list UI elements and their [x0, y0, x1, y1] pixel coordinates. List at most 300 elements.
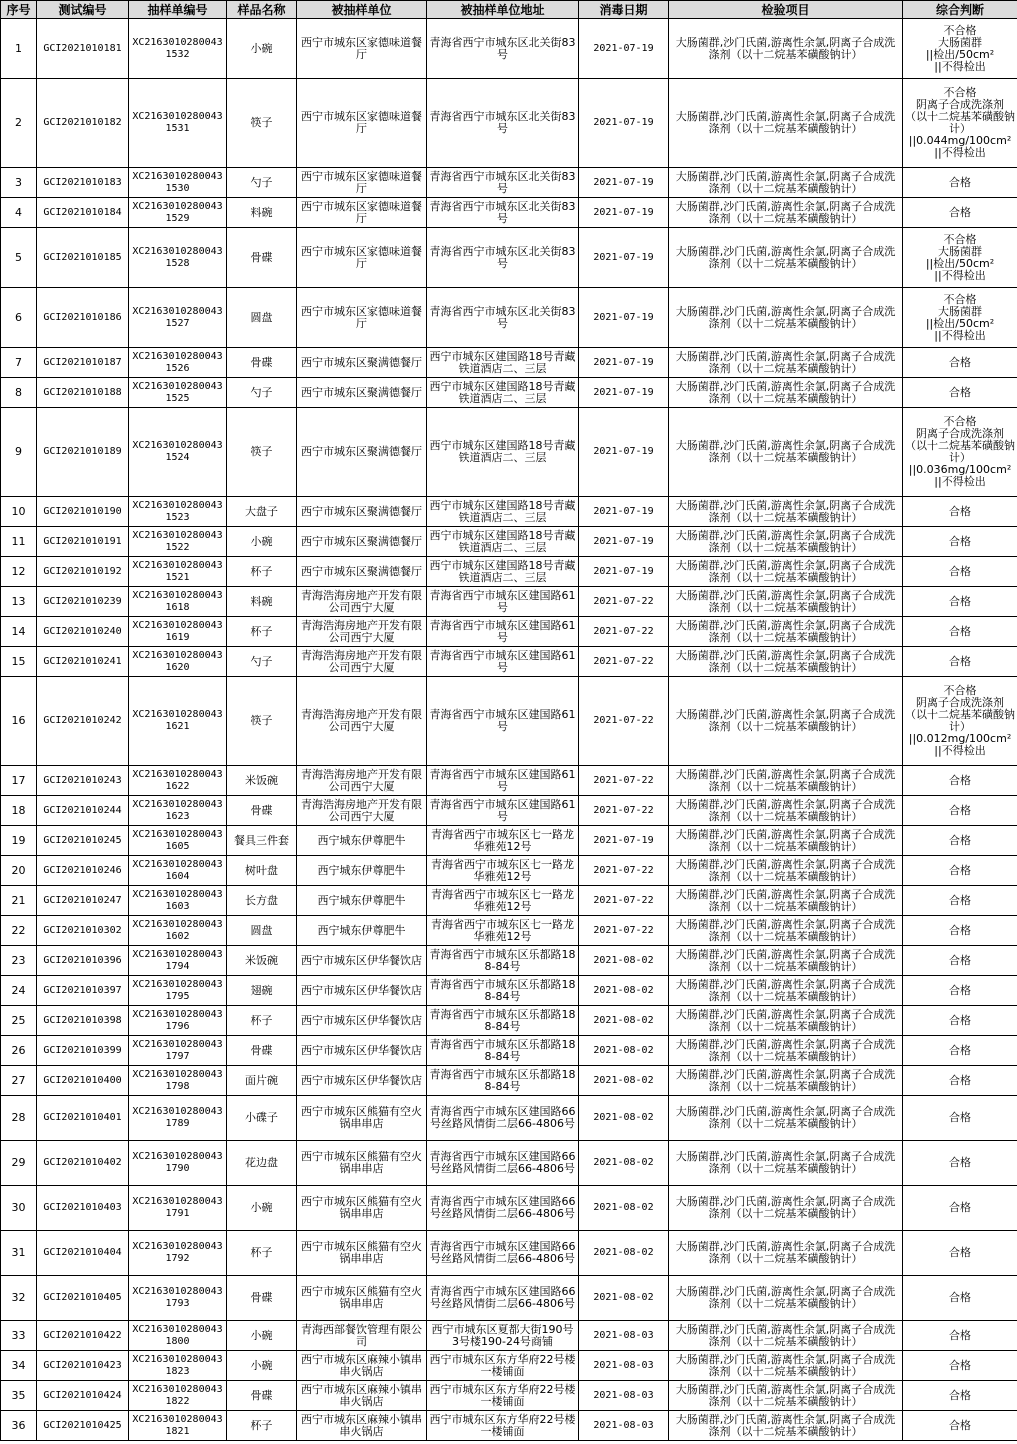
- cell-address: 青海省西宁市城东区建国路61号: [427, 647, 579, 677]
- cell-items: 大肠菌群,沙门氏菌,游离性余氯,阴离子合成洗涤剂（以十二烷基苯磺酸钠计）: [669, 497, 903, 527]
- cell-date: 2021-08-03: [579, 1411, 669, 1441]
- table-row: [1, 19, 1017, 79]
- cell-result: 合格: [903, 587, 1017, 617]
- cell-address: 青海省西宁市城东区建国路61号: [427, 677, 579, 766]
- cell-address: 西宁市城东区建国路18号青藏铁道酒店二、三层: [427, 348, 579, 378]
- table-row: [1, 1141, 1017, 1186]
- cell-address: 青海省西宁市城东区七一路龙华雅苑12号: [427, 856, 579, 886]
- cell-no: 1: [1, 19, 37, 79]
- cell-sample-id: XC21630102800431620: [129, 647, 227, 677]
- cell-no: 29: [1, 1141, 37, 1186]
- table-row: [1, 1411, 1017, 1441]
- cell-unit: 西宁市城东区麻辣小镇串串火锅店: [297, 1351, 427, 1381]
- cell-no: 8: [1, 378, 37, 408]
- cell-sample-name: 骨碟: [227, 1381, 297, 1411]
- cell-items: 大肠菌群,沙门氏菌,游离性余氯,阴离子合成洗涤剂（以十二烷基苯磺酸钠计）: [669, 647, 903, 677]
- cell-result: 不合格 大肠菌群 ||检出/50cm² ||不得检出: [903, 288, 1017, 348]
- cell-address: 西宁市城东区建国路18号青藏铁道酒店二、三层: [427, 408, 579, 497]
- cell-items: 大肠菌群,沙门氏菌,游离性余氯,阴离子合成洗涤剂（以十二烷基苯磺酸钠计）: [669, 1381, 903, 1411]
- header-sample-id: 抽样单编号: [129, 1, 227, 19]
- cell-result: 合格: [903, 1036, 1017, 1066]
- cell-sample-name: 面片碗: [227, 1066, 297, 1096]
- cell-date: 2021-07-22: [579, 886, 669, 916]
- cell-sample-name: 筷子: [227, 408, 297, 497]
- cell-sample-name: 米饭碗: [227, 946, 297, 976]
- cell-result: 合格: [903, 1321, 1017, 1351]
- cell-address: 西宁市城东区东方华府22号楼一楼铺面: [427, 1381, 579, 1411]
- cell-unit: 西宁市城东区伊华餐饮店: [297, 1036, 427, 1066]
- cell-date: 2021-07-19: [579, 288, 669, 348]
- cell-date: 2021-08-02: [579, 1231, 669, 1276]
- cell-sample-name: 杯子: [227, 1231, 297, 1276]
- cell-sample-name: 骨碟: [227, 348, 297, 378]
- table-row: [1, 826, 1017, 856]
- cell-unit: 西宁市城东区聚满德餐厅: [297, 348, 427, 378]
- cell-date: 2021-07-19: [579, 228, 669, 288]
- cell-test-id: GCI2021010183: [37, 168, 129, 198]
- cell-sample-name: 勺子: [227, 647, 297, 677]
- cell-sample-name: 料碗: [227, 587, 297, 617]
- table-row: [1, 1096, 1017, 1141]
- cell-address: 青海省西宁市城东区北关街83号: [427, 198, 579, 228]
- cell-address: 青海省西宁市城东区乐都路188-84号: [427, 946, 579, 976]
- cell-unit: 西宁城东伊尊肥牛: [297, 916, 427, 946]
- cell-address: 西宁市城东区建国路18号青藏铁道酒店二、三层: [427, 378, 579, 408]
- cell-no: 4: [1, 198, 37, 228]
- cell-sample-name: 圆盘: [227, 288, 297, 348]
- table-row: [1, 168, 1017, 198]
- cell-sample-name: 小碗: [227, 527, 297, 557]
- cell-unit: 西宁市城东区家德味道餐厅: [297, 19, 427, 79]
- table-row: [1, 886, 1017, 916]
- cell-sample-name: 大盘子: [227, 497, 297, 527]
- cell-sample-name: 圆盘: [227, 916, 297, 946]
- table-row: [1, 198, 1017, 228]
- cell-no: 17: [1, 766, 37, 796]
- cell-no: 10: [1, 497, 37, 527]
- cell-test-id: GCI2021010189: [37, 408, 129, 497]
- cell-result: 合格: [903, 557, 1017, 587]
- cell-no: 11: [1, 527, 37, 557]
- cell-items: 大肠菌群,沙门氏菌,游离性余氯,阴离子合成洗涤剂（以十二烷基苯磺酸钠计）: [669, 1321, 903, 1351]
- cell-unit: 西宁市城东区家德味道餐厅: [297, 228, 427, 288]
- cell-no: 12: [1, 557, 37, 587]
- cell-sample-id: XC21630102800431823: [129, 1351, 227, 1381]
- cell-unit: 西宁市城东区熊猫有空火锅串串店: [297, 1096, 427, 1141]
- table-row: [1, 916, 1017, 946]
- cell-sample-id: XC21630102800431602: [129, 916, 227, 946]
- cell-date: 2021-08-03: [579, 1381, 669, 1411]
- cell-sample-id: XC21630102800431623: [129, 796, 227, 826]
- cell-test-id: GCI2021010246: [37, 856, 129, 886]
- cell-unit: 青海浩海房地产开发有限公司西宁大厦: [297, 647, 427, 677]
- cell-address: 青海省西宁市城东区乐都路188-84号: [427, 1066, 579, 1096]
- cell-date: 2021-07-19: [579, 79, 669, 168]
- cell-test-id: GCI2021010242: [37, 677, 129, 766]
- cell-unit: 西宁市城东区麻辣小镇串串火锅店: [297, 1411, 427, 1441]
- cell-items: 大肠菌群,沙门氏菌,游离性余氯,阴离子合成洗涤剂（以十二烷基苯磺酸钠计）: [669, 946, 903, 976]
- cell-date: 2021-08-02: [579, 1096, 669, 1141]
- cell-items: 大肠菌群,沙门氏菌,游离性余氯,阴离子合成洗涤剂（以十二烷基苯磺酸钠计）: [669, 1141, 903, 1186]
- cell-sample-id: XC21630102800431521: [129, 557, 227, 587]
- cell-sample-name: 餐具三件套: [227, 826, 297, 856]
- cell-address: 青海省西宁市城东区乐都路188-84号: [427, 976, 579, 1006]
- cell-date: 2021-08-03: [579, 1321, 669, 1351]
- cell-sample-id: XC21630102800431796: [129, 1006, 227, 1036]
- cell-unit: 青海浩海房地产开发有限公司西宁大厦: [297, 766, 427, 796]
- cell-sample-name: 小碟子: [227, 1096, 297, 1141]
- cell-unit: 西宁市城东区伊华餐饮店: [297, 1066, 427, 1096]
- cell-unit: 西宁市城东区熊猫有空火锅串串店: [297, 1141, 427, 1186]
- cell-unit: 青海浩海房地产开发有限公司西宁大厦: [297, 617, 427, 647]
- cell-sample-id: XC21630102800431793: [129, 1276, 227, 1321]
- cell-test-id: GCI2021010244: [37, 796, 129, 826]
- header-address: 被抽样单位地址: [427, 1, 579, 19]
- cell-unit: 西宁市城东区熊猫有空火锅串串店: [297, 1231, 427, 1276]
- table-row: [1, 79, 1017, 168]
- cell-sample-id: XC21630102800431531: [129, 79, 227, 168]
- cell-address: 青海省西宁市城东区建国路61号: [427, 796, 579, 826]
- cell-sample-name: 树叶盘: [227, 856, 297, 886]
- cell-result: 合格: [903, 916, 1017, 946]
- cell-address: 西宁市城东区建国路18号青藏铁道酒店二、三层: [427, 527, 579, 557]
- cell-sample-name: 小碗: [227, 19, 297, 79]
- cell-sample-id: XC21630102800431792: [129, 1231, 227, 1276]
- cell-result: 合格: [903, 976, 1017, 1006]
- table-row: [1, 946, 1017, 976]
- cell-sample-name: 长方盘: [227, 886, 297, 916]
- table-row: [1, 527, 1017, 557]
- cell-date: 2021-07-19: [579, 348, 669, 378]
- table-row: [1, 557, 1017, 587]
- cell-test-id: GCI2021010187: [37, 348, 129, 378]
- cell-sample-id: XC21630102800431789: [129, 1096, 227, 1141]
- cell-no: 26: [1, 1036, 37, 1066]
- cell-items: 大肠菌群,沙门氏菌,游离性余氯,阴离子合成洗涤剂（以十二烷基苯磺酸钠计）: [669, 826, 903, 856]
- cell-items: 大肠菌群,沙门氏菌,游离性余氯,阴离子合成洗涤剂（以十二烷基苯磺酸钠计）: [669, 1351, 903, 1381]
- header-result: 综合判断: [903, 1, 1017, 19]
- cell-items: 大肠菌群,沙门氏菌,游离性余氯,阴离子合成洗涤剂（以十二烷基苯磺酸钠计）: [669, 198, 903, 228]
- cell-result: 合格: [903, 796, 1017, 826]
- cell-items: 大肠菌群,沙门氏菌,游离性余氯,阴离子合成洗涤剂（以十二烷基苯磺酸钠计）: [669, 228, 903, 288]
- table-row: [1, 766, 1017, 796]
- cell-date: 2021-07-22: [579, 916, 669, 946]
- cell-unit: 西宁城东伊尊肥牛: [297, 886, 427, 916]
- cell-unit: 西宁城东伊尊肥牛: [297, 826, 427, 856]
- cell-sample-id: XC21630102800431795: [129, 976, 227, 1006]
- cell-result: 合格: [903, 198, 1017, 228]
- table-row: [1, 1351, 1017, 1381]
- cell-address: 西宁市城东区东方华府22号楼一楼铺面: [427, 1411, 579, 1441]
- cell-sample-id: XC21630102800431797: [129, 1036, 227, 1066]
- cell-address: 青海省西宁市城东区建国路66号丝路风情街二层66-4806号: [427, 1276, 579, 1321]
- cell-address: 西宁市城东区建国路18号青藏铁道酒店二、三层: [427, 557, 579, 587]
- cell-result: 合格: [903, 168, 1017, 198]
- cell-sample-name: 骨碟: [227, 796, 297, 826]
- cell-sample-id: XC21630102800431798: [129, 1066, 227, 1096]
- cell-no: 9: [1, 408, 37, 497]
- cell-items: 大肠菌群,沙门氏菌,游离性余氯,阴离子合成洗涤剂（以十二烷基苯磺酸钠计）: [669, 168, 903, 198]
- cell-test-id: GCI2021010423: [37, 1351, 129, 1381]
- cell-result: 合格: [903, 946, 1017, 976]
- cell-date: 2021-07-19: [579, 527, 669, 557]
- cell-date: 2021-08-02: [579, 1141, 669, 1186]
- cell-test-id: GCI2021010400: [37, 1066, 129, 1096]
- cell-date: 2021-08-02: [579, 1066, 669, 1096]
- cell-result: 合格: [903, 1186, 1017, 1231]
- cell-sample-id: XC21630102800431526: [129, 348, 227, 378]
- cell-no: 30: [1, 1186, 37, 1231]
- table-row: [1, 1036, 1017, 1066]
- table-row: [1, 497, 1017, 527]
- cell-sample-id: XC21630102800431800: [129, 1321, 227, 1351]
- cell-no: 28: [1, 1096, 37, 1141]
- cell-result: 合格: [903, 1141, 1017, 1186]
- header-items: 检验项目: [669, 1, 903, 19]
- cell-items: 大肠菌群,沙门氏菌,游离性余氯,阴离子合成洗涤剂（以十二烷基苯磺酸钠计）: [669, 348, 903, 378]
- cell-test-id: GCI2021010186: [37, 288, 129, 348]
- cell-items: 大肠菌群,沙门氏菌,游离性余氯,阴离子合成洗涤剂（以十二烷基苯磺酸钠计）: [669, 1231, 903, 1276]
- cell-unit: 青海浩海房地产开发有限公司西宁大厦: [297, 587, 427, 617]
- cell-date: 2021-07-19: [579, 378, 669, 408]
- table-row: [1, 856, 1017, 886]
- cell-no: 21: [1, 886, 37, 916]
- cell-date: 2021-08-02: [579, 946, 669, 976]
- cell-test-id: GCI2021010405: [37, 1276, 129, 1321]
- cell-items: 大肠菌群,沙门氏菌,游离性余氯,阴离子合成洗涤剂（以十二烷基苯磺酸钠计）: [669, 19, 903, 79]
- cell-address: 青海省西宁市城东区乐都路188-84号: [427, 1006, 579, 1036]
- cell-result: 合格: [903, 1351, 1017, 1381]
- cell-unit: 西宁市城东区熊猫有空火锅串串店: [297, 1186, 427, 1231]
- cell-items: 大肠菌群,沙门氏菌,游离性余氯,阴离子合成洗涤剂（以十二烷基苯磺酸钠计）: [669, 916, 903, 946]
- header-no: 序号: [1, 1, 37, 19]
- cell-address: 青海省西宁市城东区七一路龙华雅苑12号: [427, 886, 579, 916]
- cell-unit: 西宁市城东区家德味道餐厅: [297, 168, 427, 198]
- cell-no: 16: [1, 677, 37, 766]
- cell-test-id: GCI2021010402: [37, 1141, 129, 1186]
- cell-sample-name: 杯子: [227, 557, 297, 587]
- cell-result: 合格: [903, 647, 1017, 677]
- cell-unit: 西宁市城东区聚满德餐厅: [297, 497, 427, 527]
- cell-sample-name: 翅碗: [227, 976, 297, 1006]
- cell-address: 西宁市城东区建国路18号青藏铁道酒店二、三层: [427, 497, 579, 527]
- table-row: [1, 1006, 1017, 1036]
- cell-result: 合格: [903, 1066, 1017, 1096]
- cell-items: 大肠菌群,沙门氏菌,游离性余氯,阴离子合成洗涤剂（以十二烷基苯磺酸钠计）: [669, 677, 903, 766]
- cell-test-id: GCI2021010398: [37, 1006, 129, 1036]
- cell-date: 2021-07-19: [579, 557, 669, 587]
- cell-no: 36: [1, 1411, 37, 1441]
- cell-result: 不合格 大肠菌群 ||检出/50cm² ||不得检出: [903, 19, 1017, 79]
- cell-date: 2021-07-22: [579, 766, 669, 796]
- cell-address: 青海省西宁市城东区建国路66号丝路风情街二层66-4806号: [427, 1141, 579, 1186]
- cell-test-id: GCI2021010182: [37, 79, 129, 168]
- cell-test-id: GCI2021010404: [37, 1231, 129, 1276]
- cell-address: 西宁市城东区东方华府22号楼一楼铺面: [427, 1351, 579, 1381]
- cell-no: 25: [1, 1006, 37, 1036]
- cell-items: 大肠菌群,沙门氏菌,游离性余氯,阴离子合成洗涤剂（以十二烷基苯磺酸钠计）: [669, 1186, 903, 1231]
- cell-sample-name: 小碗: [227, 1186, 297, 1231]
- cell-unit: 青海西部餐饮管理有限公司: [297, 1321, 427, 1351]
- cell-unit: 西宁市城东区聚满德餐厅: [297, 378, 427, 408]
- cell-test-id: GCI2021010397: [37, 976, 129, 1006]
- cell-test-id: GCI2021010403: [37, 1186, 129, 1231]
- table-row: [1, 288, 1017, 348]
- cell-sample-id: XC21630102800431794: [129, 946, 227, 976]
- table-row: [1, 796, 1017, 826]
- cell-sample-id: XC21630102800431530: [129, 168, 227, 198]
- cell-no: 15: [1, 647, 37, 677]
- cell-no: 6: [1, 288, 37, 348]
- cell-date: 2021-08-03: [579, 1351, 669, 1381]
- cell-result: 合格: [903, 766, 1017, 796]
- cell-sample-id: XC21630102800431524: [129, 408, 227, 497]
- cell-test-id: GCI2021010181: [37, 19, 129, 79]
- cell-no: 2: [1, 79, 37, 168]
- cell-sample-name: 勺子: [227, 378, 297, 408]
- cell-address: 青海省西宁市城东区建国路61号: [427, 587, 579, 617]
- table-row: [1, 1321, 1017, 1351]
- cell-unit: 西宁市城东区家德味道餐厅: [297, 288, 427, 348]
- cell-test-id: GCI2021010190: [37, 497, 129, 527]
- cell-unit: 西宁市城东区伊华餐饮店: [297, 1006, 427, 1036]
- cell-result: 合格: [903, 1411, 1017, 1441]
- table-row: [1, 1276, 1017, 1321]
- header-date: 消毒日期: [579, 1, 669, 19]
- table-row: [1, 1066, 1017, 1096]
- cell-date: 2021-07-19: [579, 497, 669, 527]
- cell-result: 不合格 阴离子合成洗涤剂 （以十二烷基苯磺酸钠计） ||0.036mg/100cm² ||不得检出: [903, 408, 1017, 497]
- cell-address: 青海省西宁市城东区建国路61号: [427, 617, 579, 647]
- cell-sample-id: XC21630102800431522: [129, 527, 227, 557]
- cell-result: 合格: [903, 1231, 1017, 1276]
- cell-unit: 西宁市城东区家德味道餐厅: [297, 79, 427, 168]
- cell-date: 2021-07-22: [579, 647, 669, 677]
- cell-items: 大肠菌群,沙门氏菌,游离性余氯,阴离子合成洗涤剂（以十二烷基苯磺酸钠计）: [669, 288, 903, 348]
- cell-sample-name: 杯子: [227, 1006, 297, 1036]
- cell-test-id: GCI2021010424: [37, 1381, 129, 1411]
- cell-items: 大肠菌群,沙门氏菌,游离性余氯,阴离子合成洗涤剂（以十二烷基苯磺酸钠计）: [669, 79, 903, 168]
- cell-unit: 西宁市城东区熊猫有空火锅串串店: [297, 1276, 427, 1321]
- cell-items: 大肠菌群,沙门氏菌,游离性余氯,阴离子合成洗涤剂（以十二烷基苯磺酸钠计）: [669, 766, 903, 796]
- header-test-id: 测试编号: [37, 1, 129, 19]
- cell-items: 大肠菌群,沙门氏菌,游离性余氯,阴离子合成洗涤剂（以十二烷基苯磺酸钠计）: [669, 1006, 903, 1036]
- cell-sample-id: XC21630102800431603: [129, 886, 227, 916]
- cell-items: 大肠菌群,沙门氏菌,游离性余氯,阴离子合成洗涤剂（以十二烷基苯磺酸钠计）: [669, 378, 903, 408]
- cell-no: 14: [1, 617, 37, 647]
- cell-sample-id: XC21630102800431529: [129, 198, 227, 228]
- cell-sample-name: 筷子: [227, 677, 297, 766]
- cell-sample-name: 杯子: [227, 1411, 297, 1441]
- cell-sample-id: XC21630102800431527: [129, 288, 227, 348]
- cell-sample-id: XC21630102800431525: [129, 378, 227, 408]
- cell-address: 青海省西宁市城东区建国路66号丝路风情街二层66-4806号: [427, 1186, 579, 1231]
- header-sample-name: 样品名称: [227, 1, 297, 19]
- cell-sample-name: 筷子: [227, 79, 297, 168]
- cell-no: 24: [1, 976, 37, 1006]
- cell-unit: 西宁市城东区麻辣小镇串串火锅店: [297, 1381, 427, 1411]
- cell-test-id: GCI2021010241: [37, 647, 129, 677]
- table-row: [1, 1186, 1017, 1231]
- cell-items: 大肠菌群,沙门氏菌,游离性余氯,阴离子合成洗涤剂（以十二烷基苯磺酸钠计）: [669, 1276, 903, 1321]
- table-row: [1, 348, 1017, 378]
- cell-address: 青海省西宁市城东区建国路66号丝路风情街二层66-4806号: [427, 1096, 579, 1141]
- table-row: [1, 647, 1017, 677]
- cell-sample-name: 料碗: [227, 198, 297, 228]
- cell-test-id: GCI2021010422: [37, 1321, 129, 1351]
- table-row: [1, 408, 1017, 497]
- cell-result: 合格: [903, 1276, 1017, 1321]
- cell-result: 合格: [903, 378, 1017, 408]
- cell-test-id: GCI2021010188: [37, 378, 129, 408]
- cell-test-id: GCI2021010192: [37, 557, 129, 587]
- cell-address: 青海省西宁市城东区七一路龙华雅苑12号: [427, 916, 579, 946]
- cell-address: 西宁市城东区夏都大街190号3号楼190-24号商铺: [427, 1321, 579, 1351]
- cell-unit: 青海浩海房地产开发有限公司西宁大厦: [297, 677, 427, 766]
- cell-items: 大肠菌群,沙门氏菌,游离性余氯,阴离子合成洗涤剂（以十二烷基苯磺酸钠计）: [669, 587, 903, 617]
- cell-address: 青海省西宁市城东区建国路66号丝路风情街二层66-4806号: [427, 1231, 579, 1276]
- cell-no: 3: [1, 168, 37, 198]
- cell-result: 合格: [903, 1006, 1017, 1036]
- cell-no: 23: [1, 946, 37, 976]
- cell-address: 青海省西宁市城东区北关街83号: [427, 79, 579, 168]
- cell-unit: 西宁市城东区聚满德餐厅: [297, 557, 427, 587]
- cell-test-id: GCI2021010399: [37, 1036, 129, 1066]
- cell-sample-id: XC21630102800431822: [129, 1381, 227, 1411]
- cell-no: 35: [1, 1381, 37, 1411]
- cell-date: 2021-07-19: [579, 826, 669, 856]
- cell-no: 32: [1, 1276, 37, 1321]
- cell-items: 大肠菌群,沙门氏菌,游离性余氯,阴离子合成洗涤剂（以十二烷基苯磺酸钠计）: [669, 886, 903, 916]
- cell-no: 18: [1, 796, 37, 826]
- cell-no: 34: [1, 1351, 37, 1381]
- cell-date: 2021-07-22: [579, 677, 669, 766]
- cell-sample-id: XC21630102800431621: [129, 677, 227, 766]
- cell-test-id: GCI2021010401: [37, 1096, 129, 1141]
- cell-date: 2021-08-02: [579, 1036, 669, 1066]
- cell-address: 青海省西宁市城东区北关街83号: [427, 168, 579, 198]
- cell-items: 大肠菌群,沙门氏菌,游离性余氯,阴离子合成洗涤剂（以十二烷基苯磺酸钠计）: [669, 1096, 903, 1141]
- cell-address: 青海省西宁市城东区乐都路188-84号: [427, 1036, 579, 1066]
- cell-items: 大肠菌群,沙门氏菌,游离性余氯,阴离子合成洗涤剂（以十二烷基苯磺酸钠计）: [669, 1036, 903, 1066]
- cell-test-id: GCI2021010191: [37, 527, 129, 557]
- cell-result: 合格: [903, 527, 1017, 557]
- cell-items: 大肠菌群,沙门氏菌,游离性余氯,阴离子合成洗涤剂（以十二烷基苯磺酸钠计）: [669, 527, 903, 557]
- cell-items: 大肠菌群,沙门氏菌,游离性余氯,阴离子合成洗涤剂（以十二烷基苯磺酸钠计）: [669, 796, 903, 826]
- cell-no: 5: [1, 228, 37, 288]
- cell-sample-name: 米饭碗: [227, 766, 297, 796]
- cell-unit: 青海浩海房地产开发有限公司西宁大厦: [297, 796, 427, 826]
- cell-address: 青海省西宁市城东区建国路61号: [427, 766, 579, 796]
- cell-sample-id: XC21630102800431605: [129, 826, 227, 856]
- cell-address: 青海省西宁市城东区七一路龙华雅苑12号: [427, 826, 579, 856]
- cell-items: 大肠菌群,沙门氏菌,游离性余氯,阴离子合成洗涤剂（以十二烷基苯磺酸钠计）: [669, 617, 903, 647]
- cell-sample-id: XC21630102800431528: [129, 228, 227, 288]
- cell-sample-id: XC21630102800431532: [129, 19, 227, 79]
- cell-no: 33: [1, 1321, 37, 1351]
- cell-sample-id: XC21630102800431821: [129, 1411, 227, 1441]
- cell-no: 31: [1, 1231, 37, 1276]
- cell-test-id: GCI2021010185: [37, 228, 129, 288]
- cell-test-id: GCI2021010396: [37, 946, 129, 976]
- cell-unit: 西宁市城东区聚满德餐厅: [297, 527, 427, 557]
- cell-items: 大肠菌群,沙门氏菌,游离性余氯,阴离子合成洗涤剂（以十二烷基苯磺酸钠计）: [669, 557, 903, 587]
- cell-sample-name: 骨碟: [227, 1036, 297, 1066]
- table-row: [1, 617, 1017, 647]
- cell-sample-id: XC21630102800431618: [129, 587, 227, 617]
- cell-address: 青海省西宁市城东区北关街83号: [427, 228, 579, 288]
- cell-no: 19: [1, 826, 37, 856]
